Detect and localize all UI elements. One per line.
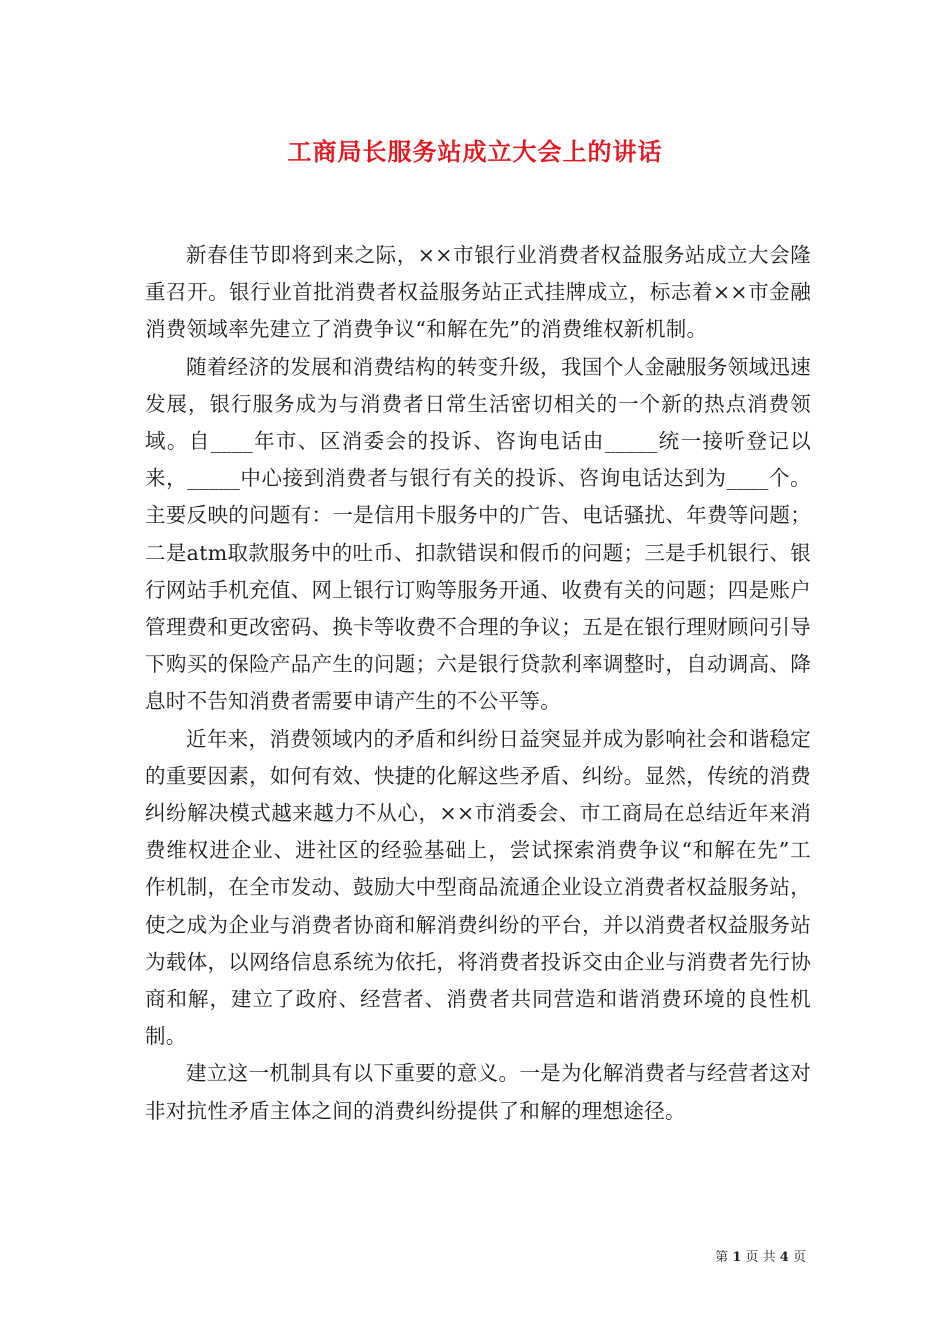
document-body bbox=[145, 237, 811, 1130]
paragraph-1: 新春佳节即将到来之际，××市银行业消费者权益服务站成立大会隆重召开。银行业首批消费者权益服务站正式挂牌成立，标志着××市金融消费领域率先建立了消费争议“和解在先”的消费维权新机制。 bbox=[145, 243, 811, 342]
footer-suffix: 页 bbox=[792, 1250, 806, 1265]
paragraph-2: 随着经济的发展和消费结构的转变升级，我国个人金融服务领域迅速发展，银行服务成为与消费者日常生活密切相关的一个新的热点消费领域。自____年市、区消委会的投诉、咨询电话由_____统一接听登记以来，_____中心接到消费者与银行有关的投诉、咨询电话达到为____个。主要反映的问题有：一是信用卡服务中的广告、电话骚扰、年费等问题；二是atm取款服务中的吐币、扣款错误和假币的问题；三是手机银行、银行网站手机充值、网上银行订购等服务开通、收费有关的问题；四是账户管理费和更改密码、换卡等收费不合理的争议；五是在银行理财顾问引导下购买的保险产品产生的问题；六是银行贷款利率调整时，自动调高、降息时不告知消费者需要申请产生的不公平等。 bbox=[145, 354, 811, 714]
total-pages-number: 4 bbox=[779, 1250, 789, 1265]
page-footer bbox=[0, 1246, 806, 1265]
current-page-number: 1 bbox=[732, 1250, 742, 1265]
document-title: 工商局长服务站成立大会上的讲话 bbox=[287, 137, 663, 166]
paragraph-4: 建立这一机制具有以下重要的意义。一是为化解消费者与经营者这对非对抗性矛盾主体之间的消费纠纷提供了和解的理想途径。 bbox=[145, 1061, 811, 1123]
paragraph-3: 近年来，消费领域内的矛盾和纠纷日益突显并成为影响社会和谐稳定的重要因素，如何有效、快捷的化解这些矛盾、纠纷。显然，传统的消费纠纷解决模式越来越力不从心，××市消委会、市工商局在总结近年来消费维权进企业、进社区的经验基础上，尝试探索消费争议“和解在先”工作机制，在全市发动、鼓励大中型商品流通企业设立消费者权益服务站，使之成为企业与消费者协商和解消费纠纷的平台，并以消费者权益服务站为载体，以网络信息系统为依托，将消费者投诉交由企业与消费者先行协商和解，建立了政府、经营者、消费者共同营造和谐消费环境的良性机制。 bbox=[145, 726, 811, 1049]
footer-middle: 页 共 bbox=[745, 1250, 776, 1265]
footer-prefix: 第 bbox=[715, 1250, 729, 1265]
